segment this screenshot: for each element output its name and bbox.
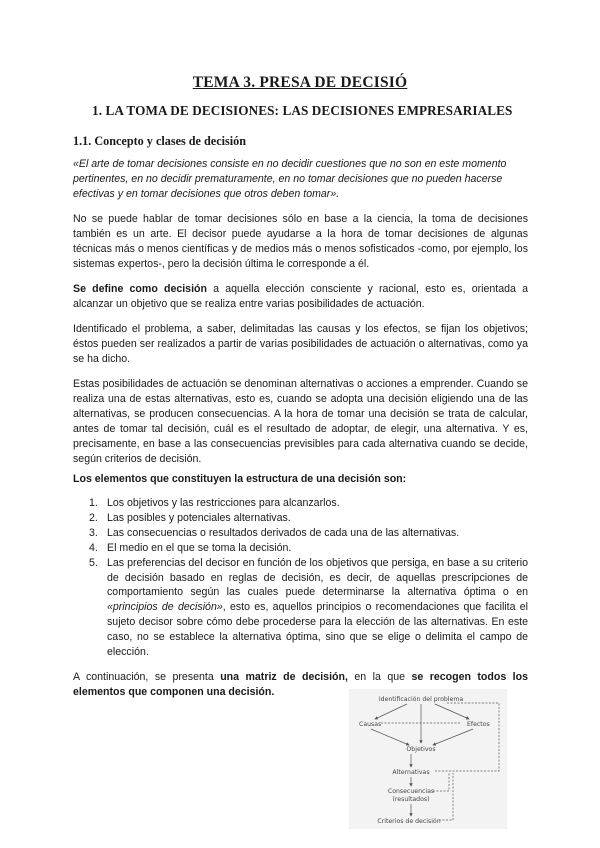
list-item bbox=[73, 556, 528, 660]
diagram-consequences-label: Consecuencias bbox=[387, 788, 435, 795]
list-item-number: 3. bbox=[89, 526, 98, 539]
list-item-number: 1. bbox=[89, 497, 98, 509]
elements-list bbox=[73, 496, 528, 660]
list-item-text-before: Las preferencias del decisor en función de los objetivos que persiga, en base a su criterio de decisión basado en reglas de decisión, es decir, de aquellas prescripciones de comportamiento según las cuales puede determinarse la alternativa óptima o en bbox=[107, 556, 528, 599]
list-item bbox=[73, 526, 528, 541]
diagram-objectives-label: Objetivos bbox=[406, 746, 436, 753]
elements-heading: Los elementos que constituyen la estructura de una decisión son: bbox=[73, 473, 407, 485]
matrix-text-c: en la que bbox=[347, 671, 412, 683]
paragraph-art-of-deciding: No se puede hablar de tomar decisiones sólo en base a la ciencia, la toma de decisiones también es un arte. El decisor puede ayudarse a la hora de tomar decisiones de algunas técnicas más o menos científicas y de medios más o menos sofisticados -como, por ejemplo, los sistemas expertos-, pero la decisión última le corresponde a él. bbox=[73, 213, 528, 270]
list-item bbox=[73, 541, 528, 556]
quote-paragraph: «El arte de tomar decisiones consiste en no decidir cuestiones que no son en este momento pertinentes, en no decidir prematuramente, en no tomar decisiones que no pueden hacerse efectivas y en tomar decisiones que otros deben tomar». bbox=[73, 158, 507, 200]
section-heading: 1. LA TOMA DE DECISIONES: LAS DECISIONES EMPRESARIALES bbox=[92, 103, 513, 118]
list-item-text-italic: «principios de decisión» bbox=[107, 601, 223, 614]
diagram-background bbox=[349, 689, 507, 829]
list-item-text: Los objetivos y las restricciones para alcanzarlos. bbox=[107, 497, 340, 509]
list-item bbox=[73, 496, 528, 511]
definition-bold-text: Se define como decisión bbox=[73, 283, 207, 295]
matrix-text-a: A continuación, se presenta bbox=[73, 671, 221, 683]
list-item-number: 5. bbox=[89, 556, 98, 569]
paragraph-objectives: Identificado el problema, a saber, delimitadas las causas y los efectos, se fijan los objetivos; éstos pueden ser realizados a partir de varias posibilidades de actuación o alternativas, como ya se ha dicho. bbox=[73, 323, 528, 365]
list-item-number: 2. bbox=[89, 511, 98, 524]
matrix-text-b: una matriz de decisión, bbox=[220, 671, 348, 683]
paragraph-alternatives: Estas posibilidades de actuación se denominan alternativas o acciones a emprender. Cuando se realiza una de estas alternativas, esto es, cuando se adopta una decisión eligiendo una de las alternativas, se producen consecuencias. A la hora de tomar una decisión se trata de calcular, antes de tomar tal decisión, cuál es el resultado de adoptar, de elegir, una alternativa. Y es, precisamente, en base a las consecuencias previsibles para cada alternativa cuando se decide, según criterios de decisión. bbox=[73, 378, 528, 465]
paragraph-definition bbox=[73, 282, 528, 312]
subsection-heading: 1.1. Concepto y clases de decisión bbox=[73, 134, 246, 148]
list-item bbox=[73, 511, 528, 526]
list-item-text-after: , esto es, aquellos principios o recomendaciones que facilita el sujeto decisor sobre cómo debe procederse para la elección de las alternativas. En este caso, no se establece la alternativa óptima, sino que se elige o delimita el campo de elección. bbox=[107, 601, 529, 659]
list-item-text: Las posibles y potenciales alternativas. bbox=[107, 511, 291, 524]
list-item-text: El medio en el que se toma la decisión. bbox=[107, 541, 292, 554]
list-item-number: 4. bbox=[89, 541, 98, 554]
diagram-criteria-label: Criterios de decisión bbox=[377, 818, 441, 825]
diagram-alternatives-label: Alternativas bbox=[392, 769, 430, 776]
decision-matrix-diagram bbox=[349, 689, 507, 829]
diagram-effects-label: Efectos bbox=[467, 721, 490, 728]
page-title: TEMA 3. PRESA DE DECISIÓ bbox=[192, 74, 408, 91]
matrix-text-d: se recogen todos los elementos que componen una decisión. bbox=[73, 671, 528, 698]
diagram-results-label: (resultados) bbox=[392, 796, 430, 803]
diagram-problem-label: Identificación del problema bbox=[378, 696, 464, 703]
definition-text: a aquella elección consciente y racional, esto es, orientada a alcanzar un objetivo que se realiza entre varias posibilidades de actuación. bbox=[73, 283, 528, 310]
list-item-text: Las consecuencias o resultados derivados de cada una de las alternativas. bbox=[107, 526, 460, 539]
diagram-causes-label: Causas bbox=[359, 721, 382, 728]
